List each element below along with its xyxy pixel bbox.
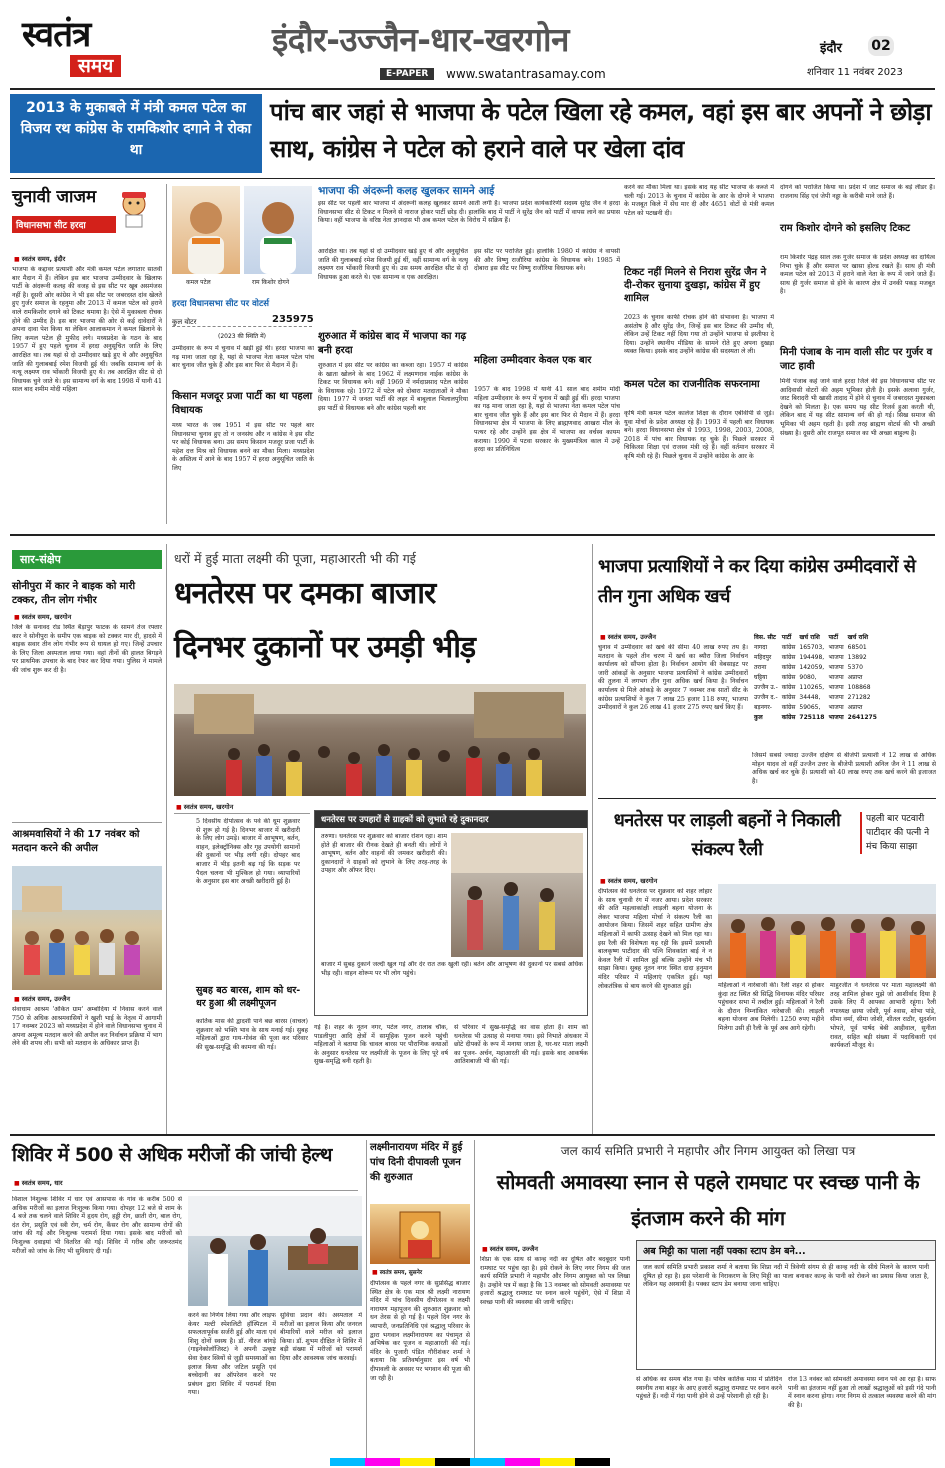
health-col2b: सुविधा प्रदान की। अस्पताल में मरीजों का इलाज किया और जनरल बीमारियों वाले मरीज को इलाज किया। डॉ. शुभम दीक्षित ने शिविर में बड़ी संख्या में मरीजों को परामर्श दिया और आवश्यक जांच करवाई। (280, 1312, 362, 1362)
voters-note: (2023 की स्थिति में) (218, 333, 266, 340)
candidate-right-photo (244, 186, 312, 274)
ramghat-col1: शिप्रा के एक साथ से कान्ह नदी का दूषित और बदबूदार पानी रामघाट पर पहुंच रहा है। इसे रोकने के लिए नगर निगम की जल कार्य समिति प्रभारी ने महापौर और निगम आयुक्त को पत्र लिखा है। उन्होंने पत्र में कहा है कि 13 नवम्बर को सोमवती अमावस्या पर हजारों श्रद्धालु रामघाट पर स्नान करने पहुंचेंगे, ऐसे में शिप्रा में स्वच्छ पानी की व्यवस्था की जानी चाहिए। (480, 1256, 630, 1306)
expense-table-cell: उज्जैन द.- (754, 694, 778, 701)
expense-table-cell: अप्राप्त (847, 704, 863, 711)
lead-col3: आरक्षित था। तब यहां से दो उम्मीदवार खड़े हुए थे और अनुसूचित जाति की गुलाबबाई रमेश विजयी हुई थीं, वहीं सामान्य वर्ग के नत्थू लक्ष्मण राव भोंकारी विजयी हुए थे। उस समय आरक्षित सीट से दो विधायक हुआ करते थे। एक सामान्य व एक आरक्षित। (318, 248, 468, 281)
expense-table-cell: उज्जैन उ.- (754, 684, 778, 691)
sub-career: कमल पटेल का राजनीतिक सफरनामा (624, 379, 760, 390)
seat-title: हरदा विधानसभा सीट पर वोटर्स (172, 299, 270, 309)
expense-table-cell: कांग्रेस (781, 714, 796, 721)
ramghat-byline: ■ स्वतंत्र समय, उज्जैन (482, 1244, 538, 1253)
expense-table-cell: भाजपा (828, 644, 844, 651)
expense-table-cell: कांग्रेस (781, 644, 796, 651)
lead-col1: भाजपा के कद्दावर प्रत्याशी और मंत्री कमल पटेल लगातार सातवीं बार मैदान में हैं। लेकिन इस बार भाजपा उम्मीदवार के खिलाफ पार्टी के अंदरूनी कलह की वजह से इस सीट पर खूब असमंजस नहीं है। दूसरी ओर कांग्रेस ने भी इस सीट पर जबरदस्त दांव खेलते हुए गुर्जर समाज के रहनुमा और 2013 में कमल पटेल को हराने वाले रामकिशोर दगाने को टिकट थमाया है। ऐसे में मुकाबला रोचक होने की उम्मीद है। इस बार भाजपा की ओर से कई दावेदारों ने अपना दावा पेश किया था लेकिन आलाकमान ने कमल खिलाने के लिए कमल पटेल ही मुफीद लगे। मध्यप्रदेश के गठन के बाद 1957 में हुए पहले चुनाव में हरदा अनुसूचित जाति के लिए आरक्षित था। तब यहां से दो उम्मीदवार खड़े हुए थे और अनुसूचित जाति की गुलाबबाई रमेश विजयी हुई थी। जबकि सामान्य वर्ग के नत्थू लक्ष्मण राव भोंकारी विजयी हुए थे। तब आरक्षित सीट से दो विधायक चुने जाते थे। इस सामान्य वर्ग के बाद 1998 में यानी 41 साल बाद शमीम मोदी महिला (12, 266, 162, 394)
edition-title: इंदौर-उज्जैन-धार-खरगोन (272, 20, 569, 59)
expense-headline: भाजपा प्रत्याशियों ने कर दिया कांग्रेस उम्मीदवारों से तीन गुना अधिक खर्च (598, 556, 916, 607)
lead-col5a: करने का मौका मिला था। इसके बाद यह सीट भाजपा के कब्जे में चली गई। 2013 के चुनाव में कांग्रेस के आर के दोगने ने भाजपा के मजबूत किले में सेंध मार दी और 4651 वोटों से मंत्री कमल पटेल को पटखनी दी। (624, 184, 774, 217)
expense-table-cell: 725118 (799, 713, 825, 721)
epaper-label: E-PAPER (380, 68, 434, 80)
sar-item1-head: सोनीपुरा में कार ने बाइक को मारी टक्कर, तीन लोग गंभीर (12, 581, 136, 606)
ladli-headline: धनतेरस पर लाड़ली बहनों ने निकाली संकल्प रैली (613, 810, 841, 860)
expense-table-row (752, 672, 879, 682)
color-bar (330, 1458, 610, 1466)
expense-table-header: पार्टी (828, 634, 838, 641)
kicker-bottom: विधानसभा सीट हरदा (12, 216, 116, 233)
expense-table-row (752, 682, 879, 692)
issue-date: शनिवार 11 नवंबर 2023 (807, 67, 903, 78)
expense-table-cell: 34448, (799, 693, 821, 701)
masthead (0, 0, 945, 92)
health-col2: करने का निर्णय लिया गया और लाइफ केयर मल्टी स्पेशलिटी हॉस्पिटल में सफलतापूर्वक सर्जरी हुई और माता एवं शिशु दोनों स्वस्थ है। डॉ. नीरज बांगड़े (गाइनेकोलॉजिस्ट) ने अपनी उत्कृष्ट सेवा देकर स्त्रियों से जुड़ी समस्याओं का इलाज किया और जटिल प्रसूति एवं बच्चेदानी का ऑपरेशन करने पर प्रबंधन द्वारा शिविर में परामर्श दिया गया। (188, 1312, 276, 1397)
ashram-photo (12, 866, 162, 990)
inner-box (318, 184, 620, 244)
health-col1: विशाल निशुल्क शिविर में धार एवं आसपास के गांव के करीब 500 से अधिक मरीजों का इलाज निःशुल्क किया गया। दोपहर 12 बजे से शाम के 4 बजे तक चलने वाले शिविर में हृदय रोग, हड्डी रोग, छाती रोग, बाल रोग, दंत रोग, प्रसूति एवं स्त्री रोग, चर्म रोग, कैंसर रोग और सामान्य रोगों की जांच की गई और निःशुल्क परामर्श दिया गया। इसके बाद मरीजों को निःशुल्क दवाइयां भी वितरित की गईं। शिविर में गरीब और जरूरतमंद मरीजों को जांच के लिए भी सुविधाएं दी गईं। (12, 1196, 182, 1255)
laxmi-photo (370, 1204, 470, 1264)
lead-side-headline-box (10, 94, 262, 173)
sar-item2-byline: ■ स्वतंत्र समय, उज्जैन (14, 994, 70, 1003)
sar-label: सार-संक्षेप (12, 550, 162, 569)
expense-byline: ■ स्वतंत्र समय, उज्जैन (600, 632, 656, 641)
expense-table-cell: घट्टिया (754, 674, 768, 681)
health-photo (188, 1196, 362, 1306)
sar-item2-head: आश्रमवासियों ने की 17 नवंबर को मतदान करने की अपील (12, 829, 140, 854)
sub-mixed: मिनी पंजाब के नाम वाली सीट पर गुर्जर व जाट हावी (780, 347, 933, 372)
candidate-left-name: कमल पटेल (186, 279, 211, 286)
dhanteras-byline: ■ स्वतंत्र समय, खरगोन (176, 802, 233, 811)
expense-table-cell: 108868 (847, 683, 871, 691)
expense-table-row (752, 702, 879, 712)
dhanteras-box (314, 810, 588, 1016)
health-headline: शिविर में 500 से अधिक मरीजों की जांची हेल्थ (12, 1144, 332, 1166)
expense-table-cell: 110265, (799, 683, 825, 691)
expense-table-header: पार्टी (781, 634, 792, 641)
lead-col6b: राम किशोर पंद्रह साल तक गुर्जर समाज के प्रदेश अध्यक्ष का दायित्व निभा चुके हैं और समाज पर खासा होल्ड रखते हैं। साथ ही मंत्री कमल पटेल को 2013 में हराने वाले नेता के रूप में जाने जाते हैं। साथ ही गुर्जर समाज से होने के कारण क्षेत्र में उनकी पकड़ मजबूत है। (780, 254, 935, 296)
kicker-mascot-icon (112, 188, 156, 228)
market-photo (174, 684, 586, 796)
expense-table-cell: 142059, (799, 663, 825, 671)
dhanteras-kicker: धरों में हुई माता लक्ष्मी की पूजा, महाआरती भी की गई (174, 551, 416, 566)
lead-side-headline: 2013 के मुकाबले में मंत्री कमल पटेल का विजय रथ कांग्रेस के रामकिशोर दगाने ने रोका था (20, 100, 252, 158)
expense-table-cell: 13892 (847, 653, 867, 661)
lead-col2b: मध्य भारत के जब 1951 में इस सीट पर पहले बार विधानसभा चुनाव हुए तो न जनसंघ और न कांग्रेस ने इस सीट पर कोई विधायक बना। उस समय किसान मजदूर प्रजा पार्टी के महेश दत्त मिश्र को विधायक बनने का मौका मिला। मध्यप्रदेश के अस्तित्व में आने के बाद 1957 में हरदा अनुसूचित जाति के लिए (172, 422, 314, 472)
lead-col6a: दोगने को पराजित किया था। प्रदेश में जाट समाज के बड़े लीडर हैं। राजनाथ सिंह एवं जेपी नड्डा के करीबी माने जाते हैं। (780, 184, 935, 200)
ladli-col1: दीपोत्सव की धनतेरस पर शुक्रवार को शहर लोहार के साथ चुनावी रंग में नजर आया। प्रदेश सरकार की अति महत्वाकांक्षी लाड़ली बहना योजना के लेकर भाजपा महिला मोर्चा ने संकल्प रैली का आयोजन किया। जिसमें शहर सहित ग्रामीण क्षेत्र महिलाओं में काफी उत्साह देखने को मिल रहा था। इस रैली की विशेषता यह रही कि इसमें प्रत्याशी बालकृष्ण पाटीदार की पत्नि शिवकांता बाई ने न केवल रैली में शामिल हुईं बल्कि उन्होंने मंच भी साझा किया। सुबह नूतन नगर स्थित दादा हनुमान मंदिर परिसर में महिलाएं एकत्रित हुई। यहां लोकतंत्रिक से बाय करने की शुरुआत हुई। (598, 888, 712, 990)
page-number: 02 (868, 36, 894, 56)
expense-table-cell: भाजपा (828, 654, 844, 661)
expense-table-row (752, 662, 879, 672)
ladli-col2: महिलाओं ने नारेबाजी की। रैली शहर से होकर कुंदा तट स्थित श्री सिद्धि विनायक मंदिर परिसर पहुंचकर सभा में तब्दील हुई। महिलाओं ने रैली के दौरान निम्नांकित नारेबाजी की। लाड़ली बहना योजना अब मिलेगी। 1250 रुपए महीने मिलेगा उसी ही रैली के पूर्व अब आगे रहेगी। (718, 982, 824, 1032)
ramghat-col3: रोज 13 नवंबर को सोमवती अमावस्या स्नान पर्व आ रहा है। साफ पानी का इंतजाम नहीं हुआ तो लाखों श्रद्धालुओं को इसी गंदे पानी में स्नान करना होगा। नगर निगम से तत्काल व्यवस्था करने की मांग की है। (788, 1376, 936, 1409)
expense-table-cell: 9080, (799, 673, 817, 681)
expense-table-cell: कांग्रेस (781, 654, 796, 661)
expense-table-cell: भाजपा (828, 694, 844, 701)
website[interactable]: www.swatantrasamay.com (446, 67, 606, 81)
expense-table-cell: भाजपा (828, 714, 844, 721)
ramghat-box-text: जल कार्य समिति प्रभारी प्रकाश शर्मा ने बताया कि शिप्रा नदी में त्रिवेणी संगम से ही कान्ह नदी के सीधे मिलने के कारण पानी दूषित हो रहा है। इस परेशानी के निराकरण के लिए मिट्टी का पाला बनाकर कान्ह के पानी को रोकने का प्रयास किया जाता है, लेकिन यह अस्थायी है। पक्का स्टाप डेम बनाया जाना चाहिए। (643, 1264, 929, 1289)
logo-top: स्वतंत्र (22, 14, 91, 55)
expense-table-cell: 5370 (847, 663, 863, 671)
lead-col5b: 2023 के चुनाव काफी रोचक होने की संभावना है। भाजपा में असंतोष है और सुरेंद्र जैन, जिन्हें इस बार टिकट की उम्मीद थी, लेकिन उन्हें टिकट नहीं दिया गया तो उन्होंने भाजपा से इस्तीफा दे दिया। उन्होंने स्थानीय मीडिया के सामने रोते हुए अपना दुखड़ा व्यक्त किया। इसके बाद उन्होंने कांग्रेस की सदस्यता ले ली। (624, 314, 774, 356)
expense-text2: जिसमें सबसे ज्यादा उज्जैन दक्षिण से बीजेपी प्रत्याशी ने 12 लाख से अधिक मोहन यादव तो वहीं उज्जैन उत्तर के बीजेपी प्रत्याशी अनिल जैन ने 11 लाख से अधिक खर्च कर चुके हैं। प्रत्याशी को 40 लाख रुपए तक खर्च करने की इजाजत है। (752, 752, 936, 785)
ladli-col3: माहुरजीत ने धनतेरस पर माता महालक्ष्मी की तरह शामिल होकर मुझे जो आशीर्वाद दिया है उसके लिए मैं आपका आभारी रहूंगा। रैली नपाध्यक्ष छाया जोशी, पूर्व श्वास, शोभा पांडे, सीमा वर्मा, सीमा जोशी, शीतल राठौर, सुदर्शना भोपते, पूर्व पार्षद बेबी आहीवाल, सुनीता रावत, सहित बड़ी संख्या में पदाधिकारी एवं कार्यकर्ता मौजूद थे। (830, 982, 936, 1050)
dhanteras-box-text: तरुणा। धनतेरस पर शुक्रवार को बाजार रोशन रहा। शाम होते ही बाजार की रौनक देखते ही बनती थी। लोगों ने आभूषण, बर्तन और वाहनों की जमकर खरीदारी की। दुकानदारों ने ग्राहकों को लुभाने के लिए तरह-तरह के उपहार और ऑफर दिए। (321, 833, 447, 875)
laxmi-text: दीपोत्सव के पहले नगर के सुप्रसिद्ध बाजार स्थित क्षेत्र के एक मात्र श्री लक्ष्मी नारायण मंदिर में पांच दिवसीय दीपोत्सव व लक्ष्मी नारायण महापूजन की शुरुआत शुक्रवार को धन तेरस से हो गई है। पहले दिन नगर के व्यापारी, जनप्रतिनिधि एवं श्रद्धालु परिवार के द्वारा भगवान लक्ष्मीनारायण का पंचामृत से अभिषेक कर पूजन व महाआरती की गई। मंदिर के पुजारी पंडित गौरीशंकर शर्मा ने बताया कि प्रतिवर्षानुसार इस वर्ष भी दीपावली के अवसर पर भगवान की पूजा की जा रही है। (370, 1280, 470, 1382)
expense-table-cell: अप्राप्त (847, 674, 863, 681)
expense-table-header: खर्च राशि (847, 634, 869, 641)
laxmi-byline: ■ स्वतंत्र समय, सुसनेर (372, 1268, 422, 1276)
lead-col5c: कृषि मंत्री कमल पटेल कालेज शिक्षा के दौरान एबीवीपी से जुड़े। युवा मोर्चा के प्रदेश अध्यक्ष रहे हैं। 1993 में पहली बार विधायक बने। हरदा विधानसभा क्षेत्र से 1993, 1998, 2003, 2008, 2018 में पांच बार विधायक रह चुके हैं। पिछले सरकार में चिकित्सा शिक्षा एवं राजस्व मंत्री रहे हैं। वहीं वर्तमान सरकार में कृषि मंत्री रहे हैं। पिछले चुनाव में उन्होंने कांग्रेस के आर के (624, 410, 774, 460)
expense-table-cell: भाजपा (828, 674, 844, 681)
expense-table-cell: कांग्रेस (781, 674, 796, 681)
expense-table-cell: तराना (754, 664, 767, 671)
sub-congress: शुरुआत में कांग्रेस बाद में भाजपा का गढ़ बनी हरदा (318, 331, 467, 356)
shop-photo (451, 833, 583, 957)
dhanteras-col1b: कार्तिक मास की द्वादशी पाने बछ बारस (वाचल) शुक्रवार को भक्ति भाव के साथ मनाई गई। सुबह महिलाओं द्वारा गाय-गोवंश की पूजा कर परिवार की सुख-समृद्धि की कामना की गई। (196, 1018, 308, 1051)
expense-table-cell: 165703, (799, 643, 825, 651)
ramghat-box-head: अब मिट्टी का पाला नहीं पक्का स्टाप डेम बने... (637, 1241, 935, 1261)
expense-table-row (752, 692, 879, 702)
voters-value: 235975 (272, 314, 314, 325)
expense-table-cell: 271282 (847, 693, 871, 701)
sar-item1-text: जिले के सनावद रोड स्थित बैड़ापुर फाटक के सामने तेज रफ्तार कार ने सोनीपुरा के समीप एक बाइक को टक्कर मार दी, हादसे में बाइक सवार तीन लोग गंभीर रूप से घायल हो गए। जिन्हें उपचार के लिए जिला अस्पताल लाया गया। वहां तीनों की हालत बिगड़ने पर प्राथमिक उपचार के बाद रेफर कर दिया गया। पुलिस ने मामले की जांच शुरू कर दी है। (12, 624, 162, 674)
expense-table-cell: नागदा (754, 644, 768, 651)
expense-table-cell: भाजपा (828, 664, 844, 671)
sub-morning: सुबह बठ बारस, शाम को धर-धर हुआ श्री लक्ष्मीपूजन (196, 985, 301, 1009)
laxmi-headline: लक्ष्मीनारायण मंदिर में हुई पांच दिनी दीपावली पूजन की शुरुआत (370, 1142, 463, 1183)
ramghat-headline: सोमवती अमावस्या स्नान से पहले रामघाट पर स्वच्छ पानी के इंतजाम करने की मांग (496, 1170, 920, 1230)
expense-table-row (752, 642, 879, 652)
dhanteras-col1: 5 दिवसीय दीपोत्सव के पर्व की धूम शुक्रवार से शुरू हो गई है। दिनभर बाजार में खरीदारी के लिए लोग उमड़े। बाजार में आभूषण, बर्तन, वाहन, इलेक्ट्रॉनिक्स और गृह उपयोगी सामानों की दुकानों पर भीड़ लगी रही। दोपहर बाद बाजार में भीड़ इतनी बढ़ गई कि सड़क पर पैदल चलना भी मुश्किल हो गया। व्यापारियों के अनुसार इस बार अच्छी खरीदारी हुई है। (196, 818, 300, 886)
ramghat-box (636, 1240, 936, 1370)
voters-label: कुल वोटर (172, 318, 197, 326)
expense-table-cell: बड़नगर- (754, 704, 772, 711)
dhanteras-col3: गई है। शहर के नूतन नगर, पटेल नगर, तालाब चौक, पाडलीपुरा आदि क्षेत्रों में सामूहिक पूजन करने पहुंची महिलाओं ने बताया कि चावल बारस पर पौराणिक कथाओं के अनुसार धनतेरस पर लक्ष्मीजी के पूजन के लिए पूरे वर्ष सुख-समृद्धि बनी रहती है। (314, 1024, 448, 1066)
expense-table-cell: कुल (754, 714, 763, 721)
inner-box-title: भाजपा की अंदरूनी कलह खुलकर सामने आई (318, 185, 495, 197)
expense-table-header: विस. सीट (754, 634, 776, 641)
expense-table-row (752, 712, 879, 722)
sub-farmer: किसान मजदूर प्रजा पार्टी का था पहला विधायक (172, 391, 313, 416)
lead-headline: पांच बार जहां से भाजपा के पटेल खिला रहे कमल, वहां इस बार अपनों ने छोड़ा साथ, कांग्रेस ने पटेल को हराने वाले पर खेला दांव (270, 98, 931, 163)
lead-col6c: मिनी पंजाब कहे जाने वाले हरदा जिले की इस विधानसभा सीट पर आदिवासी वोटरों की अहम भूमिका होती है। इसके अलावा गुर्जर, जाट बिरादरी भी खासी तादाद में होने से चुनाव में जबरदस्त मुकाबला देखने को मिलता है। एक समय यह सीट रिजर्व हुआ करती थी, लेकिन बाद में यह सीट सामान्य वर्ग की हो गई। सिख समाज की भूमिका भी अहम रहती है। इसी तरह ब्राह्मण वोटर्स की भी अच्छी संख्या है। दूसरी ओर राजपूत समाज का भी अच्छा बाहुल्य है। (780, 378, 935, 437)
lead-col3b: शुरुआत में इस सीट पर कांग्रेस का कब्जा रहा। 1957 में कांग्रेस के खाता खोलने के बाद 1962 में लक्ष्मणराव नाईक कांग्रेस के टिकट पर विधायक बने। वहीं 1969 में नर्मदाप्रसाद पटेल कांग्रेस के विधायक रहे। 1972 में पटेल को दोबारा मतदाताओं ने मौका दिया। 1977 में जनता पार्टी की लहर में बाबूलाल भिलालपुरिया इस पार्टी से विधायक बने और कांग्रेस पहली बार (318, 362, 468, 412)
dhanteras-headline-2: दिनभर दुकानों पर उमड़ी भीड़ (174, 630, 476, 665)
expense-table-cell: भाजपा (828, 684, 844, 691)
expense-table-header: खर्च राशि (799, 634, 820, 641)
expense-table-cell: 59065, (799, 703, 821, 711)
expense-table-cell: 2641275 (847, 713, 877, 721)
expense-table-cell: 68501 (847, 643, 867, 651)
lead-col4a: इस सीट पर पराजित हुई। हालांकि 1980 में कांग्रेस ने वापसी की और विष्णु राजौरिया कांग्रेस के विधायक बने। 1985 में दोबारा इस सीट पर विष्णु राजौरिया विधायक बने। (474, 248, 620, 273)
expense-table-cell: कांग्रेस (781, 694, 796, 701)
ladli-byline: ■ स्वतंत्र समय, खरगोन (600, 876, 657, 885)
candidate-right-name: राम किशोर दोगने (252, 279, 290, 286)
expense-table (752, 632, 936, 750)
sar-item2-text: सेवाधाम आश्रम 'अंकित ग्राम' अम्बोदिया में निवास करने वाले 750 से अधिक आश्रमवासियों ने खुशी भाई के नेतृत्व में आगामी 17 नवम्बर 2023 को मध्यप्रदेश में होने वाले विधानसभा चुनाव में अपना अमूल्य मतदान करने की अपील कर निर्वाचन प्रक्रिया में भाग लेने की शपथ ली। सभी को मतदान के अधिकार प्राप्त हैं। (12, 1006, 162, 1048)
logo-bottom: समय (70, 55, 121, 77)
kicker-top: चुनावी जाजम (12, 187, 97, 207)
city-label: इंदौर (820, 41, 842, 56)
sar-item1-byline: ■ स्वतंत्र समय, खरगोन (14, 612, 71, 621)
lead-byline: ■ स्वतंत्र समय, इंदौर (14, 254, 65, 263)
dhanteras-headline-1: धनतेरस पर दमका बाजार (174, 576, 436, 611)
expense-table-row (752, 652, 879, 662)
ladli-pullout: पहली बार पटवारी पाटीदार की पत्नी ने मंच किया साझा (860, 812, 936, 854)
expense-table-cell: कांग्रेस (781, 684, 796, 691)
ramghat-col2: से अधिक का समय बीत गया है। पवित्र कार्तिक मास में प्रतिदिन स्थानीय तथा बाहर के आए हजारों श्रद्धालु रामघाट पर स्नान करने पहुंचते हैं। नदी में गंदा पानी होने से उन्हें परेशानी हो रही है। (636, 1376, 782, 1401)
kicker-box (12, 184, 160, 244)
dhanteras-col4: से परिवार में सुख-समृद्धि का वास होता है। शाम को धनतेरस भी उत्साह से मनाया गया। इसे निभाते अंधकार में छोटे दीपकों के रूप में मनाया जाता है, घर-घर माता लक्ष्मी का पूजन- अर्चन, महाआरती की गई। इसके बाद आकर्षक आतिशबाजी भी की गई। (454, 1024, 588, 1066)
expense-table-cell: कांग्रेस (781, 704, 796, 711)
expense-text: चुनाव में उम्मीदवार को खर्च की सीमा 40 लाख रुपए तय है। मतदान के पहले तीन चरण में खर्च का ब्यौरा जिला निर्वाचन कार्यालय को सौंपना होता है। निर्वाचन आयोग की वेबसाइट पर जारी आंकड़ों के अनुसार भाजपा प्रत्याशियों ने कांग्रेस उम्मीदवारों की तुलना में लगभग तीन गुना अधिक खर्च किया है। निर्वाचन कार्यालय से मिले आंकड़े के अनुसार 7 नवम्बर तक सातों सीट के कांग्रेस प्रत्याशियों ने कुल 7 लाख 25 हजार 118 रुपए, भाजपा उम्मीदवारों ने कुल 26 लाख 41 हजार 275 रुपए खर्च किए हैं। (598, 644, 748, 712)
sub-ram: राम किशोर दोगने को इसलिए टिकट (780, 223, 911, 234)
candidate-left-photo (172, 186, 240, 274)
expense-table-cell: 194498, (799, 653, 825, 661)
expense-table-cell: कांग्रेस (781, 664, 796, 671)
dhanteras-box-head: धनतेरस पर उपहारों से ग्राहकों को लुभाते रहे दुकानदार (315, 811, 587, 828)
ramghat-kicker: जल कार्य समिति प्रभारी ने महापौर और निगम आयुक्त को लिखा पत्र (560, 1144, 856, 1158)
expense-table-cell: महिदपुर (754, 654, 772, 661)
health-byline: ■ स्वतंत्र समय, धार (14, 1178, 63, 1187)
sub-woman: महिला उम्मीदवार केवल एक बार (474, 355, 592, 366)
rally-photo (718, 884, 936, 978)
lead-col2: उम्मीदवार के रूप में चुनाव में खड़ी हुई थीं। हरदा भाजपा का गढ़ माना जाता रहा है, यहां से भाजपा नेता कमल पटेल पांच बार चुनाव जीत चुके हैं और इस बार फिर से मैदान में हैं। (172, 345, 314, 370)
inner-box-text: इस सीट पर पहली बार भाजपा में अंदरूनी कलह खुलकर सामने आती लगी है। भाजपा प्रदेश कार्यकारिणी सदस्य सुरेंद्र जैन ने हरदा विधानसभा सीट से टिकट न मिलने से नाराज होकर पार्टी छोड़ दी। हालांकि बाद में पार्टी ने सुरेंद्र जैन को पार्टी में वापस लाने का प्रयास किया। वहीं भाजपा के वरिष्ठ नेता ज्ञानदास भी अब कमल पटेल के विरोध में सक्रिय हैं। (318, 200, 620, 225)
lead-col4b: 1957 के बाद 1998 में यानी 41 साल बाद शमीम मोदी महिला उम्मीदवार के रूप में चुनाव में खड़ी हुई थीं। हरदा भाजपा का गढ़ माना जाता रहा है, यहां से भाजपा नेता कमल पटेल पांच बार चुनाव जीत चुके हैं और इस बार फिर से मैदान में हैं। हरदा विधानसभा क्षेत्र में भाजपा के लिए ब्राह्मणवाद आखरा मील के पत्थर रहे और उन्होंने इस क्षेत्र में भाजपा का वर्चस्व कायम कराया। 1990 में पटवा सरकार के मुख्यमंत्रित्व काल में उन्हें हरदा का प्रतिनिधित्व (474, 386, 620, 454)
dhanteras-box-text2: बाजार में सुबह दुकानें जल्दी खुल गई और देर रात तक खुली रहीं। बर्तन और आभूषण की दुकानों पर सबसे अधिक भीड़ रही। वाहन शोरूम पर भी लोग पहुंचे। (321, 961, 583, 977)
expense-table-cell: भाजपा (828, 704, 844, 711)
sub-ticket: टिकट नहीं मिलने से निराश सुरेंद्र जैन ने दी-रोकर सुनाया दुखड़ा, कांग्रेस में हुए शामिल (624, 267, 767, 304)
